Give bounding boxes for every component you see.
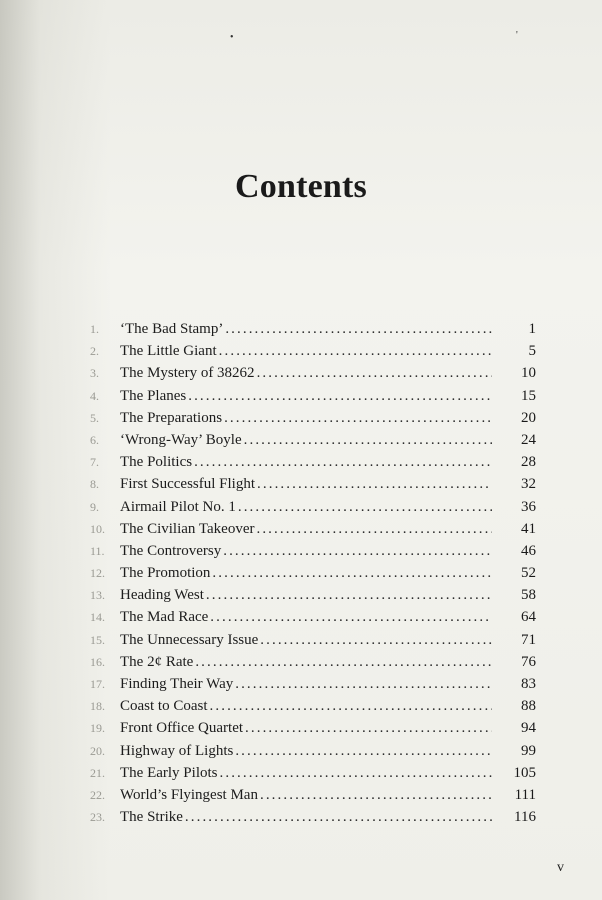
dot-leader <box>257 473 492 495</box>
chapter-number: 20. <box>90 743 105 758</box>
chapter-title: The Politics <box>120 454 193 471</box>
chapter-page-number: 46 <box>521 542 536 559</box>
chapter-number: 6. <box>90 432 99 447</box>
chapter-number: 18. <box>90 699 105 714</box>
chapter-number: 5. <box>90 410 99 425</box>
toc-entry <box>90 651 536 673</box>
dot-leader <box>260 784 492 806</box>
chapter-page-number: 52 <box>521 565 536 582</box>
dot-leader <box>185 806 492 828</box>
chapter-number: 22. <box>90 787 105 802</box>
dot-leader <box>224 407 492 429</box>
chapter-title: Highway of Lights <box>120 742 234 759</box>
chapter-number: 10. <box>90 521 105 536</box>
dot-leader <box>235 740 492 762</box>
chapter-number: 11. <box>90 543 105 558</box>
dot-leader <box>210 695 492 717</box>
chapter-title: The Little Giant <box>120 343 217 360</box>
chapter-page-number: 116 <box>514 809 536 826</box>
chapter-page-number: 1 <box>528 321 536 337</box>
chapter-number: 2. <box>90 344 99 359</box>
dot-leader <box>210 606 492 628</box>
chapter-number: 23. <box>90 810 105 825</box>
chapter-title: ‘Wrong-Way’ Boyle <box>120 431 242 448</box>
toc-entry <box>90 695 536 717</box>
dot-leader <box>257 362 492 384</box>
toc-entry <box>90 362 536 384</box>
dot-leader <box>219 340 492 362</box>
chapter-number: 3. <box>90 366 99 381</box>
chapter-title: Coast to Coast <box>120 698 208 715</box>
toc-entry <box>90 429 536 451</box>
chapter-number: 13. <box>90 588 105 603</box>
chapter-page-number: 105 <box>513 764 536 781</box>
chapter-title: The 2¢ Rate <box>120 653 194 670</box>
page-number: v <box>557 860 564 875</box>
toc-entry <box>90 784 536 806</box>
toc-entry <box>90 762 536 784</box>
chapter-title: Heading West <box>120 587 204 604</box>
chapter-number: 16. <box>90 654 105 669</box>
dot-leader <box>212 562 492 584</box>
chapter-page-number: 5 <box>528 343 536 360</box>
toc-entry <box>90 518 536 540</box>
chapter-title: The Preparations <box>120 409 223 426</box>
dot-leader <box>194 451 492 473</box>
chapter-number: 1. <box>90 322 99 336</box>
chapter-number: 14. <box>90 610 105 625</box>
chapter-page-number: 71 <box>521 631 536 648</box>
chapter-title: The Strike <box>120 809 183 826</box>
chapter-page-number: 58 <box>521 587 536 604</box>
dot-leader <box>188 385 492 407</box>
chapter-title: Finding Their Way <box>120 676 234 692</box>
table-of-contents <box>90 318 536 828</box>
chapter-number: 15. <box>90 632 105 647</box>
chapter-title: The Planes <box>120 387 187 404</box>
toc-entry <box>90 407 536 429</box>
toc-entry <box>90 740 536 762</box>
toc-entry <box>90 562 536 584</box>
chapter-page-number: 10 <box>521 365 536 382</box>
dot-leader <box>245 717 492 739</box>
chapter-page-number: 32 <box>521 476 536 493</box>
header-mark-right: ' <box>516 30 518 41</box>
chapter-title: The Controversy <box>120 542 222 559</box>
chapter-page-number: 94 <box>521 720 536 737</box>
chapter-title: Airmail Pilot No. 1 <box>120 498 236 515</box>
chapter-page-number: 15 <box>521 387 536 404</box>
chapter-number: 7. <box>90 455 99 470</box>
chapter-title: The Mad Race <box>120 609 209 626</box>
toc-entry <box>90 496 536 518</box>
toc-entry <box>90 673 536 695</box>
chapter-page-number: 24 <box>521 431 536 448</box>
dot-leader <box>223 540 492 562</box>
chapter-page-number: 99 <box>521 742 536 759</box>
chapter-title: The Civilian Takeover <box>120 520 255 537</box>
toc-entry <box>90 473 536 495</box>
chapter-page-number: 76 <box>521 653 536 670</box>
chapter-page-number: 111 <box>514 786 536 803</box>
chapter-number: 12. <box>90 566 105 581</box>
toc-entry <box>90 606 536 628</box>
toc-entry <box>90 540 536 562</box>
dot-leader <box>260 629 492 651</box>
page-title: Contents <box>235 168 367 205</box>
dot-leader <box>225 318 492 340</box>
toc-entry <box>90 385 536 407</box>
chapter-page-number: 36 <box>521 498 536 515</box>
chapter-number: 19. <box>90 721 105 736</box>
dot-leader <box>206 584 492 606</box>
toc-entry <box>90 318 536 340</box>
chapter-title: The Unnecessary Issue <box>120 631 259 648</box>
chapter-page-number: 20 <box>521 409 536 426</box>
chapter-number: 9. <box>90 499 99 514</box>
header-mark-left: • <box>230 32 234 43</box>
dot-leader <box>256 518 492 540</box>
chapter-number: 8. <box>90 477 99 492</box>
chapter-page-number: 64 <box>521 609 536 626</box>
dot-leader <box>244 429 492 451</box>
chapter-title: The Promotion <box>120 565 211 582</box>
chapter-number: 4. <box>90 388 99 403</box>
toc-entry <box>90 451 536 473</box>
toc-entry <box>90 584 536 606</box>
chapter-title: First Successful Flight <box>120 476 256 493</box>
chapter-number: 17. <box>90 677 105 691</box>
dot-leader <box>235 673 492 695</box>
chapter-title: World’s Flyingest Man <box>120 786 258 803</box>
chapter-title: The Early Pilots <box>120 764 218 781</box>
toc-entry <box>90 717 536 739</box>
chapter-title: The Mystery of 38262 <box>120 365 255 382</box>
dot-leader <box>220 762 493 784</box>
chapter-number: 21. <box>90 765 105 780</box>
dot-leader <box>195 651 492 673</box>
chapter-page-number: 88 <box>521 698 536 715</box>
chapter-title: Front Office Quartet <box>120 720 244 737</box>
chapter-title: ‘The Bad Stamp’ <box>120 321 224 337</box>
chapter-page-number: 41 <box>521 520 536 537</box>
toc-entry <box>90 340 536 362</box>
chapter-page-number: 28 <box>521 454 536 471</box>
toc-entry <box>90 806 536 828</box>
dot-leader <box>238 496 492 518</box>
chapter-page-number: 83 <box>521 676 536 692</box>
toc-entry <box>90 629 536 651</box>
